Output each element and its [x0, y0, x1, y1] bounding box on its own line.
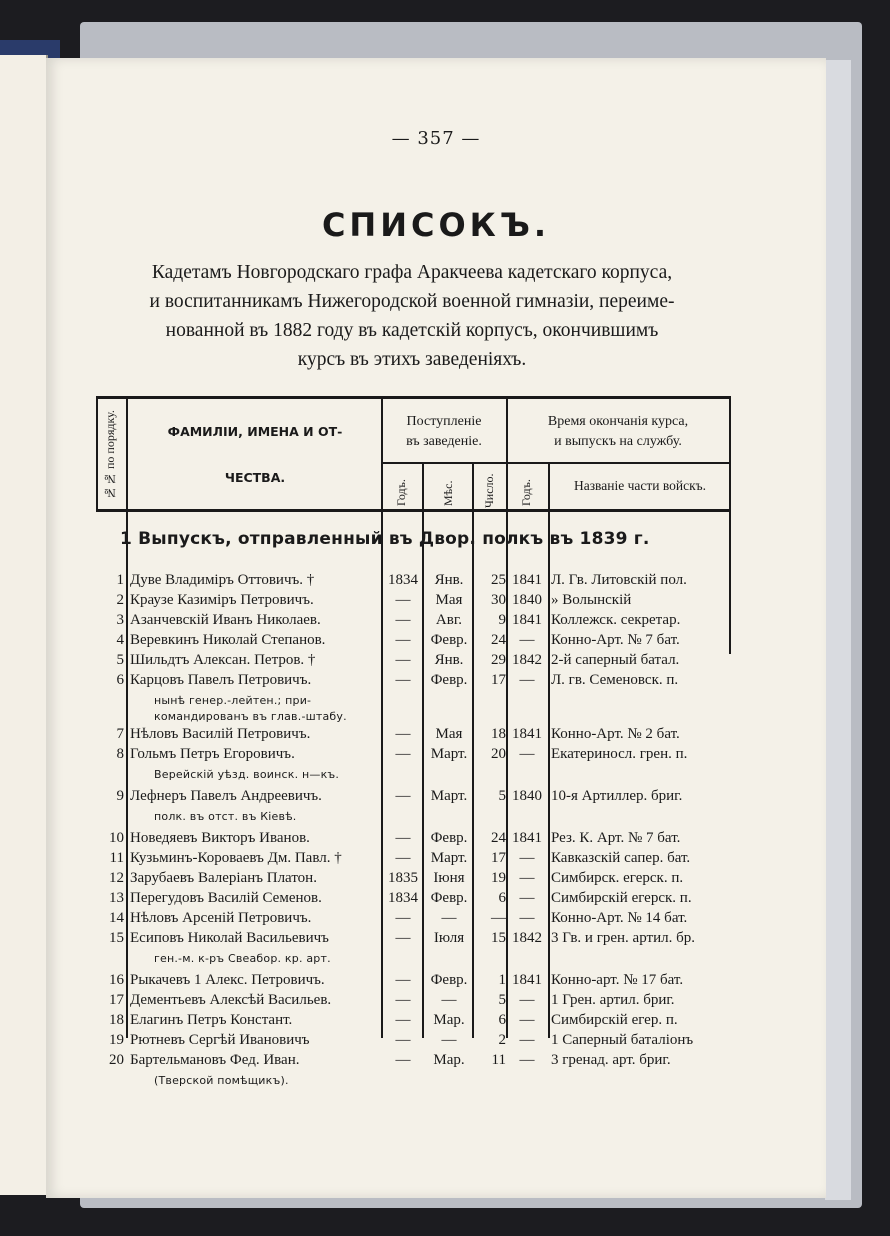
row-day: 20: [491, 746, 506, 762]
header-admission-month: Мѣс.: [441, 480, 455, 506]
header-graduation-year: Годъ.: [519, 479, 533, 506]
table-row: [96, 726, 731, 746]
table-row: [96, 652, 731, 672]
row-day: 9: [498, 612, 506, 628]
row-name: Новедяевъ Викторъ Иванов.: [130, 830, 310, 846]
row-year-in: —: [395, 746, 411, 762]
row-name: Дуве Владиміръ Оттовичъ. †: [130, 572, 315, 588]
table-row: [96, 890, 731, 910]
row-unit: 3 гренад. арт. бриг.: [551, 1052, 671, 1068]
table-row: [96, 572, 731, 592]
roster-table: [96, 396, 731, 1087]
row-year-out: —: [519, 850, 535, 866]
row-day: 25: [491, 572, 506, 588]
row-unit: Кавказскій сапер. бат.: [551, 850, 691, 866]
row-year-out: 1841: [512, 572, 542, 588]
page-title: СПИСОКЪ.: [321, 206, 551, 244]
row-unit: Л. Гв. Литовскій пол.: [551, 572, 687, 588]
book-page: [46, 58, 826, 1198]
row-year-out: —: [519, 870, 535, 886]
row-note: ген.-м. к-ръ Свеабор. кр. арт.: [154, 952, 331, 965]
row-unit: 10-я Артиллер. бриг.: [551, 788, 683, 804]
row-number: 6: [116, 672, 124, 688]
row-unit: Конно-арт. № 17 бат.: [551, 972, 684, 988]
table-row: [96, 992, 731, 1012]
header-name-2: ЧЕСТВА.: [224, 470, 286, 485]
row-number: 9: [116, 788, 124, 804]
row-number: 11: [109, 850, 124, 866]
header-admission-1: Поступленіе: [406, 414, 482, 429]
row-name: Шильдтъ Алексан. Петров. †: [130, 652, 316, 668]
header-graduation-1: Время окончанія курса,: [547, 414, 689, 429]
row-note: полк. въ отст. въ Кіевѣ.: [154, 810, 297, 823]
row-unit: » Волынскій: [551, 592, 632, 608]
row-day: 30: [491, 592, 506, 608]
row-unit: 1 Грен. артил. бриг.: [551, 992, 675, 1008]
row-day: 29: [491, 652, 506, 668]
row-year-out: —: [519, 1012, 535, 1028]
row-month: Іюля: [433, 930, 465, 946]
table-row: [96, 592, 731, 612]
row-year-out: —: [519, 992, 535, 1008]
page-number: — 357 —: [391, 128, 481, 149]
row-month: Февр.: [430, 830, 468, 846]
row-name: Карцовъ Павелъ Петровичъ.: [130, 672, 312, 688]
row-month: Февр.: [430, 632, 468, 648]
table-top-rule: [96, 396, 731, 399]
left-page-edge: [0, 55, 48, 1195]
row-day: 17: [491, 850, 506, 866]
row-unit: 1 Саперный баталіонъ: [551, 1032, 694, 1048]
row-number: 12: [109, 870, 124, 886]
table-row: [96, 1032, 731, 1052]
row-unit: 2-й саперный батал.: [551, 652, 680, 668]
table-row: [96, 1012, 731, 1032]
row-day: 6: [498, 1012, 506, 1028]
row-year-out: —: [519, 746, 535, 762]
table-row: [96, 850, 731, 870]
row-name: Нѣловъ Василій Петровичъ.: [130, 726, 311, 742]
header-subrule: [381, 462, 731, 464]
table-row: [96, 1052, 731, 1072]
row-month: —: [441, 1032, 457, 1048]
row-name: Рютневъ Сергѣй Ивановичъ: [130, 1032, 310, 1048]
row-number: 14: [109, 910, 124, 926]
row-day: 15: [491, 930, 506, 946]
row-day: 19: [491, 870, 506, 886]
subtitle-line: Кадетамъ Новгородскаго графа Аракчеева кадетскаго корпуса,: [151, 262, 673, 283]
row-year-in: —: [395, 652, 411, 668]
row-year-in: —: [395, 1012, 411, 1028]
table-row: [96, 612, 731, 632]
row-number: 1: [116, 572, 124, 588]
row-year-out: 1842: [512, 652, 542, 668]
row-year-in: —: [395, 726, 411, 742]
row-year-in: —: [395, 992, 411, 1008]
table-row: [96, 746, 731, 766]
row-day: 17: [491, 672, 506, 688]
row-day: 1: [498, 972, 506, 988]
table-row: [96, 632, 731, 652]
row-unit: Симбирскій егерск. п.: [551, 890, 692, 906]
row-number: 20: [109, 1052, 124, 1068]
row-month: Март.: [430, 746, 468, 762]
row-year-out: 1840: [512, 592, 542, 608]
row-name: Рыкачевъ 1 Алекс. Петровичъ.: [130, 972, 325, 988]
row-year-out: 1841: [512, 830, 542, 846]
row-unit: Симбирскій егер. п.: [551, 1012, 678, 1028]
row-unit: Екатериносл. грен. п.: [551, 746, 688, 762]
row-number: 15: [109, 930, 124, 946]
subtitle-line: и воспитанникамъ Нижегородской военной гимназіи, переиме-: [149, 291, 675, 312]
row-year-in: 1834: [388, 890, 418, 906]
row-number: 13: [109, 890, 124, 906]
row-day: 6: [498, 890, 506, 906]
subtitle-line: нованной въ 1882 году въ кадетскій корпусъ, окончившимъ: [165, 320, 659, 341]
row-name: Зарубаевъ Валеріанъ Платон.: [130, 870, 317, 886]
row-name: Веревкинъ Николай Степанов.: [130, 632, 326, 648]
row-year-out: 1841: [512, 612, 542, 628]
table-row: [96, 972, 731, 992]
row-year-in: —: [395, 612, 411, 628]
row-month: —: [441, 910, 457, 926]
row-name: Есиповъ Николай Васильевичъ: [130, 930, 329, 946]
row-unit: Рез. К. Арт. № 7 бат.: [551, 830, 681, 846]
row-year-out: 1841: [512, 972, 542, 988]
row-month: Март.: [430, 850, 468, 866]
page-edges: [825, 60, 851, 1200]
row-year-in: —: [395, 632, 411, 648]
row-month: Авг.: [435, 612, 463, 628]
table-row: [96, 870, 731, 890]
row-year-out: 1841: [512, 726, 542, 742]
row-day: 2: [498, 1032, 506, 1048]
row-day: 24: [491, 632, 506, 648]
row-name: Нѣловъ Арсеній Петровичъ.: [130, 910, 312, 926]
row-month: Февр.: [430, 972, 468, 988]
row-year-out: —: [519, 890, 535, 906]
table-row: [96, 930, 731, 950]
row-year-in: 1834: [388, 572, 418, 588]
row-day: 24: [491, 830, 506, 846]
row-number: 5: [116, 652, 124, 668]
row-number: 4: [116, 632, 124, 648]
row-unit: Конно-Арт. № 14 бат.: [551, 910, 688, 926]
row-month: Янв.: [434, 652, 464, 668]
row-number: 2: [116, 592, 124, 608]
header-number: №№ по порядку.: [103, 410, 117, 500]
row-number: 10: [109, 830, 124, 846]
row-year-out: 1840: [512, 788, 542, 804]
row-number: 18: [109, 1012, 124, 1028]
col-rule: [96, 396, 98, 512]
row-name: Краузе Казиміръ Петровичъ.: [130, 592, 314, 608]
row-year-in: —: [395, 972, 411, 988]
row-name: Кузьминъ-Короваевъ Дм. Павл. †: [130, 850, 342, 866]
subtitle-line: курсъ въ этихъ заведеніяхъ.: [297, 349, 527, 370]
table-row: [96, 788, 731, 808]
row-unit: Л. гв. Семеновск. п.: [551, 672, 679, 688]
row-month: Март.: [430, 788, 468, 804]
row-unit: Конно-Арт. № 2 бат.: [551, 726, 680, 742]
header-admission-day: Число.: [482, 473, 496, 508]
section-heading: 1 Выпускъ, отправленный въ Двор. полкъ въ 1839 г.: [120, 529, 650, 549]
row-year-in: —: [395, 910, 411, 926]
header-admission-2: въ заведеніе.: [406, 434, 482, 449]
row-year-in: —: [395, 592, 411, 608]
row-month: —: [441, 992, 457, 1008]
row-year-out: 1842: [512, 930, 542, 946]
row-unit: Симбирск. егерск. п.: [551, 870, 684, 886]
row-month: Янв.: [434, 572, 464, 588]
row-unit: 3 Гв. и грен. артил. бр.: [551, 930, 695, 946]
table-row: [96, 672, 731, 692]
row-year-in: —: [395, 1052, 411, 1068]
header-graduation-2: и выпускъ на службу.: [554, 434, 682, 449]
row-month: Февр.: [430, 890, 468, 906]
row-day: 18: [491, 726, 506, 742]
header-unit: Названіе части войскъ.: [573, 478, 707, 493]
row-year-in: —: [395, 930, 411, 946]
row-year-out: —: [519, 672, 535, 688]
table-row: [96, 830, 731, 850]
row-year-in: —: [395, 830, 411, 846]
row-day: 11: [491, 1052, 506, 1068]
row-number: 17: [109, 992, 124, 1008]
row-year-in: —: [395, 788, 411, 804]
row-year-in: —: [395, 672, 411, 688]
row-number: 7: [116, 726, 124, 742]
row-month: Мая: [435, 592, 463, 608]
row-number: 16: [109, 972, 124, 988]
row-year-out: —: [519, 1032, 535, 1048]
row-year-in: —: [395, 1032, 411, 1048]
row-month: Мар.: [433, 1052, 465, 1068]
row-day: —: [491, 910, 506, 926]
row-year-out: —: [519, 1052, 535, 1068]
row-year-in: 1835: [388, 870, 418, 886]
subtitle: [92, 258, 732, 374]
row-note: Верейскій уѣзд. воинск. н—къ.: [154, 768, 340, 781]
row-month: Февр.: [430, 672, 468, 688]
row-name: Азанчевскій Иванъ Николаев.: [130, 612, 321, 628]
row-unit: Конно-Арт. № 7 бат.: [551, 632, 680, 648]
row-month: Мая: [435, 726, 463, 742]
row-number: 3: [116, 612, 124, 628]
row-name: Лефнеръ Павелъ Андреевичъ.: [130, 788, 322, 804]
row-note: (Тверской помѣщикъ).: [154, 1074, 289, 1087]
row-name: Дементьевъ Алексѣй Васильев.: [130, 992, 332, 1008]
row-note: командированъ въ глав.-штабу.: [154, 710, 347, 723]
row-name: Бартельмановъ Фед. Иван.: [130, 1052, 300, 1068]
row-number: 8: [116, 746, 124, 762]
row-year-out: —: [519, 632, 535, 648]
header-name-1: ФАМИЛІИ, ИМЕНА И ОТ-: [167, 424, 343, 439]
row-month: Іюня: [433, 870, 465, 886]
row-name: Гольмъ Петръ Егоровичъ.: [130, 746, 295, 762]
table-row: [96, 910, 731, 930]
row-month: Мар.: [433, 1012, 465, 1028]
header-admission-year: Годъ.: [394, 479, 408, 506]
row-day: 5: [498, 992, 506, 1008]
row-day: 5: [498, 788, 506, 804]
header-bottom-rule: [96, 509, 731, 512]
row-note: нынѣ генер.-лейтен.; при-: [154, 694, 312, 707]
row-number: 19: [109, 1032, 124, 1048]
row-name: Перегудовъ Василій Семенов.: [130, 890, 322, 906]
row-unit: Коллежск. секретар.: [551, 612, 681, 628]
row-year-in: —: [395, 850, 411, 866]
row-year-out: —: [519, 910, 535, 926]
row-name: Елагинъ Петръ Констант.: [130, 1012, 293, 1028]
